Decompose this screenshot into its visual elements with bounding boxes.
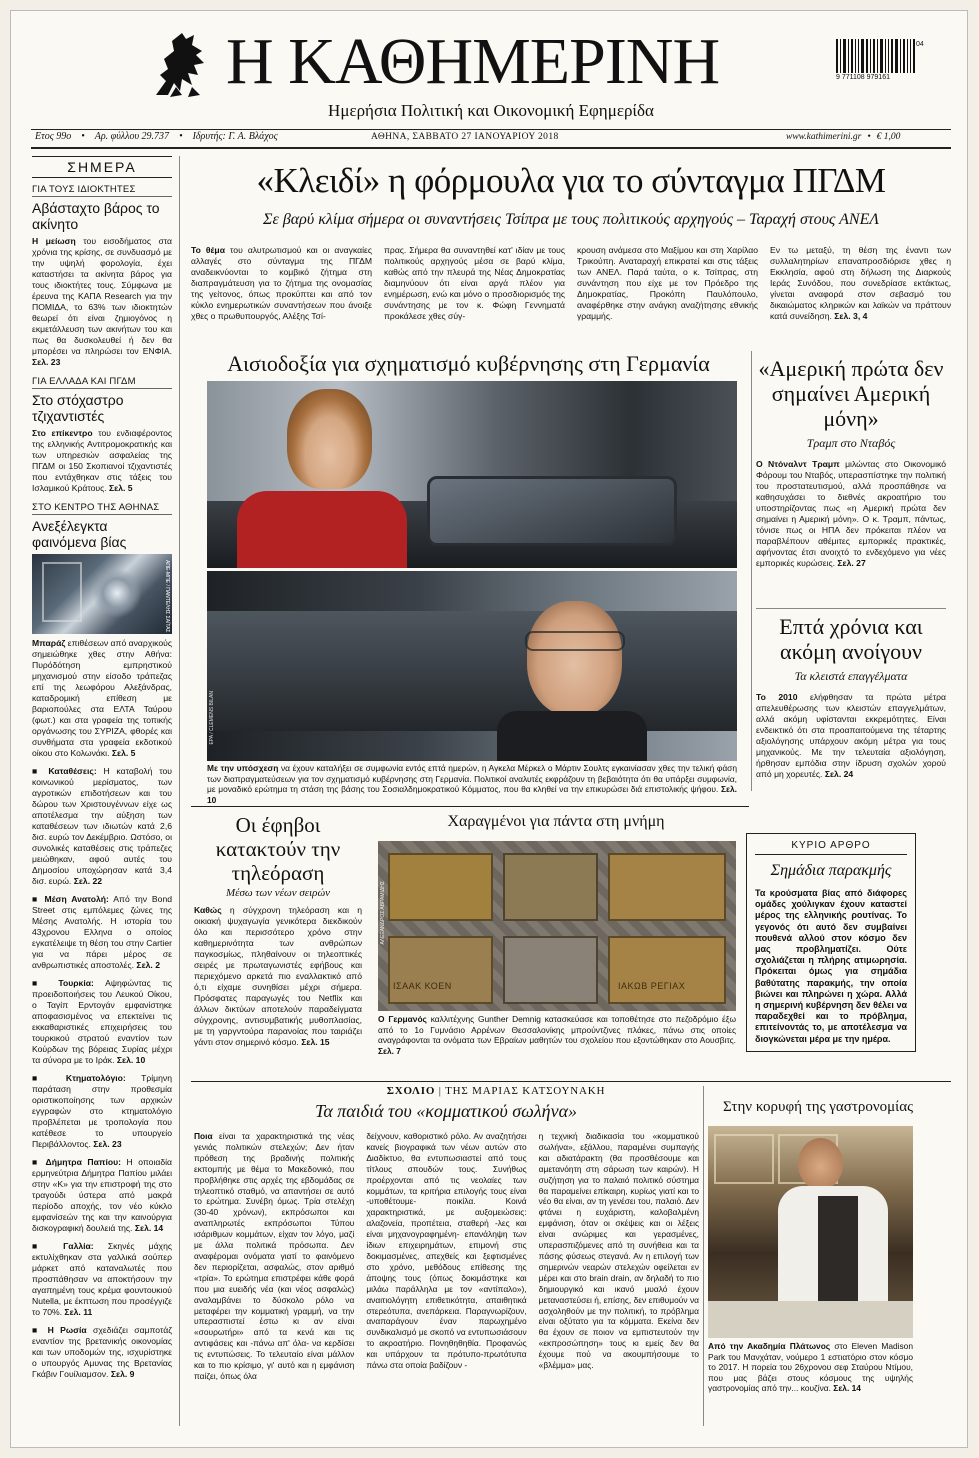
seven-years-story bbox=[756, 614, 946, 780]
website-link[interactable]: www.kathimerini.gr bbox=[786, 132, 862, 142]
s2-lead: Στο επίκεντρο bbox=[32, 428, 93, 438]
s2-label: ΓΙΑ ΕΛΛΑΔΑ ΚΑΙ ΠΓΔΜ bbox=[32, 376, 172, 389]
brief-item bbox=[32, 1325, 172, 1380]
brief-text: Η οποιαδία ερμηνεύτρια Δήμητρα Παπίου μιλάει στην «Κ» για την επιστροφή της στο τραγούδι ύστερα από μακρά περίοδο αποχής, τον νέο κύκλο εμφανίσεών της και την καινούργια δισκογραφική δουλειά της. bbox=[32, 1157, 173, 1233]
s1-body: του εισοδήματος στα χρόνια της κρίσης, σε συνδυασμό με την υψηλή φορολογία, έχει καταστήσει τα ακίνητα βάρος για τους ιδιοκτήτες τους. Σύμφωνα με έρευνα της ΚΑΠΑ Research για την ΠΟΜΙΔΑ, το 63% των ιδιοκτητών θεωρεί ότι είναι ζημιογόνος η εκμετάλλευση των ακινήτων του και πως θα δυσκολευθεί ή δεν θα μπορέσει να πληρώσει τον ΕΝΦΙΑ. bbox=[32, 236, 172, 356]
germany-photo-credit: EPA / CLEMENS BILAN bbox=[209, 691, 215, 745]
s1-ref: Σελ. 23 bbox=[32, 357, 61, 367]
s1-title: Αβάσταχτο βάρος το ακίνητο bbox=[32, 200, 160, 232]
founder: Ιδρυτής: Γ. Α. Βλάχος bbox=[192, 131, 278, 142]
s1-lead: Η μείωση bbox=[32, 236, 76, 246]
seven-title: Επτά χρόνια και ακόμη ανοίγουν bbox=[779, 614, 923, 664]
teens-sub: Μέσω των νέων σειρών bbox=[225, 887, 331, 899]
s3-title: Ανεξέλεγκτα φαινόμενα βίας bbox=[32, 518, 127, 550]
brief-ref: Σελ. 23 bbox=[93, 1139, 122, 1149]
bullet-icon: ■ bbox=[32, 1157, 46, 1167]
brief-item bbox=[32, 894, 172, 971]
teens-text: Καθώς η σύγχρονη τηλεόραση και η οικιακή ψυχαγωγία γενικότερα διεκδικούν όλο και περισσότερο χρόνο στην καθημερινότητα των ανθρώπων παγκοσμίως, πληθαίνουν οι τηλεοπτικές σειρές με πρωταγωνιστές εφήβους και περιεχόμενο αρκετά πιο εναλλακτικό από ό,τι είχαμε συνηθίσει μέχρι σήμερα. Πρόσφατες παραγωγές του Netflix και άλλων δικτύων αποτελούν παραδείγματα σύγχρονης, αντισυμβατικής μυθοπλασίας, με τη γαργντούρα παρανοίας που ταιριάζει γάντι στον σημερινό κόσμο. Σελ. 15 bbox=[194, 905, 362, 1047]
america-text: Ο Ντόναλντ Τραμπ μιλώντας στο Οικονομικό Φόρουμ του Νταβός, υπερασπίστηκε την πολιτική του προστατευτισμού, αλλά προσπάθησε να καθησυχάσει το διεθνές ακροατήριο του υποστηρίζοντας πως «η Αμερική πρώτα δεν σημαίνει η Αμερική μόνη». Ο κ. Τραμπ, πάντως, τόνισε πως οι ΗΠΑ δεν πρόκειται πλέον να παραβλέπουν αθέμιτες εμπορικές πρακτικές, αφήνοντας έτσι ανοιχτό το ενδεχόμενο για νέες εμπορικές κυρώσεις. Σελ. 27 bbox=[756, 459, 946, 568]
lead-col-1: Το θέμα του αλυτρωτισμού και οι αναγκαίες αλλαγές στο σύνταγμα της ΠΓΔΜ αναδεικνύονται το κομβικό ζήτημα στη διαπραγμάτευση για το ζήτημα της ονομασίας της γείτονος, όπως προκύπτει και από τον κύκλο ενημερωτικών συναντήσεων που άνοιξε χθες ο πρωθυπουργός, Αλέξης Τσί- bbox=[191, 245, 372, 321]
brief-lead: Η Ρωσία bbox=[47, 1325, 87, 1335]
america-sub: Τραμπ στο Νταβός bbox=[806, 436, 896, 450]
barcode-number: 9 771108 979161 bbox=[836, 74, 890, 81]
teens-title: Οι έφηβοι κατακτούν την τηλεόραση bbox=[215, 813, 341, 885]
s3-label: ΣΤΟ ΚΕΝΤΡΟ ΤΗΣ ΑΘΗΝΑΣ bbox=[32, 502, 172, 515]
bullet-icon: ■ bbox=[32, 978, 59, 988]
brief-text: Από την Bond Street στις εμπόλεμες ζώνες της Μέσης Ανατολής. Η ιστορία του 43χρονου Ελληνα ο οποίος εγκατέλειψε τη θέση του στην Cartier για να πάρει μέρος σε ανθρωπιστικές αποστολές. bbox=[32, 894, 172, 970]
bullet-icon: ■ bbox=[32, 766, 49, 776]
comment-col-2: δείχνουν, καθοριστικό ρόλο. Αν αναζητήσει κανείς βιογραφικά των νέων αυτών στο Διαδίκτυο, θα εντυπωσιαστεί από τους τίτλους σπουδών τους. Συνήθως προέρχονται από τις νεολαίες των κομμάτων, τα κριτήρια επιλογής τους είναι -υποθέτουμε- ποικίλα. Κοινά χαρακτηριστικά, με αυξομειώσεις: αλαζονεία, προπέτεια, σταθερή -λες και είναι μηχανογραφημένη- επανάληψη των ίδιων επιχειρημάτων, επιμονή στις δοκιμασμένες, απεχθείς και ξεφτισμένες στο χρόνο, μεθόδους επίθεσης της άποψης τους (όπως δοκιμάστηκε και μιλάω παράλληλα με τον «αντίπαλο»), αναιτιολόγητη επιθετικότητα, απαιθητικά στερεότυπα, ανεπάρκεια. Παραγνωρίζουν, αναπαράγουν έναν παρωχημένο συνδικαλισμό με σκοπό να εντυπωσιάσουν το ακροατήριο. Πονηθηθηθία. Προφανώς και υπάρχουν τα πρότυπο-πρωτότυπα πάνω στα οποία βαδίζουν - bbox=[366, 1131, 527, 1371]
s3-body: επιθέσεων από αναρχικούς σημειώθηκε χθες στην Αθήνα: Πυρόδότηση εμπρηστικού μηχανισμού στην είσοδο τράπεζας επί της λεωφόρου Αλεξάνδρας, καταδρομική επίθεση με βαριοπούλες στα ΕΛΤΑ Ταύρου (φωτ.) και στα γραφεία της τοπικής οργάνωσης του ΣΥΡΙΖΑ, φθορές και συνθήματα στα γραφεία εκδοτικού οίκου στο Κολωνάκι. bbox=[32, 638, 172, 758]
brief-ref: Σελ. 2 bbox=[136, 960, 160, 970]
editorial-text: Τα κρούσματα βίας από διάφορες ομάδες χούλιγκαν έχουν καταστεί μέρος της ελληνικής ρουτίνας. Το γεγονός ότι αυτό δεν συμβαίνει πουθενά αλλού στον κόσμο δεν μας προβληματίζει. Ούτε σχολιάζεται η πλήρης ατιμωρησία. Πρόκειται όμως για σημάδια βαθύτατης παρακμής, την οποία βιώνει και πληρώνει η χώρα. Αλλά η σημερινή κυβέρνηση δεν θέλει να παραδεχθεί και το πρόβλημα, επιτείνοντάς το, με αποτέλεσμα να διογκώνεται μέρα με την ημέρα. bbox=[755, 888, 907, 1044]
brief-lead: Καταθέσεις: bbox=[48, 766, 97, 776]
schulz-photo bbox=[207, 571, 737, 761]
brass-stone-3 bbox=[608, 853, 726, 921]
brass-stone-5 bbox=[503, 936, 598, 1004]
america-title: «Αμερική πρώτα δεν σημαίνει Αμερική μόνη» bbox=[758, 356, 944, 431]
seven-text: Το 2010 ελήφθησαν τα πρώτα μέτρα απελευθέρωσης των κλειστών επαγγελμάτων, αλλά ακόμη υφίστανται εκκρεμότητες. Είναι ενδεικτικό ότι στα προαπαιτούμενα της τέταρτης αξιολόγησης υπάρχουν ακόμη μέτρα για τους μηχανικούς. Με την τελευταία αξιολόγηση, ήρθησαν εμπόδια στην ίδρυση σχολών χορού από μη χορευτές. Σελ. 24 bbox=[756, 692, 946, 779]
comment-label: ΣΧΟΛΙΟ | ΤΗΣ ΜΑΡΙΑΣ ΚΑΤΣΟΥΝΑΚΗ bbox=[386, 1085, 606, 1097]
issue-number: Αρ. φύλλου 29.737 bbox=[94, 131, 170, 142]
brief-text: Αψηφώντας τις προειδοποιήσεις του Λευκού Οίκου, ο Ταγίπ Ερντογάν εμφανίστηκε αποφασισμένος να επεκτείνει τις εκκαθαριστικές επιχειρήσεις του τουρκικού στρατού εναντίον των Κούρδων της βόρειας Συρίας μέχρι τα σύνορα με το Ιράκ. bbox=[32, 978, 172, 1065]
brief-text: Η καταβολή του κοινωνικού μερίσματος, των αγροτικών επιδοτήσεων και του δώρου των Χριστουγέννων είχε ως αποτέλεσμα την αύξηση των καταθέσεων των ιδιωτών κατά 2,6 δισ. ευρώ τον Δεκέμβριο. Ωστόσο, οι συνολικές καταθέσεις στις τράπεζες μειώθηκαν, αφού αυτές του Δημοσίου υποχώρησαν κατά 3,4 δισ. ευρώ. bbox=[32, 766, 172, 886]
masthead-info: Ετος 99ο • Αρ. φύλλου 29.737 • Ιδρυτής: Γ. Α. Βλάχος bbox=[35, 131, 278, 142]
lead-col-3: κρουση ανάμεσα στο Μαξίμου και στη Χαρίλαο Τρικούπη. Αναταραχή επικρατεί και στις τάξεις των ΑΝΕΛ. Παρά ταύτα, ο κ. Τσίπρας, στη συνάντηση που είχε με τον Πρόεδρο της Δημοκρατίας, Προκόπη Παυλόπουλο, αναφέρθηκε στην ανάγκη αναζήτησης εθνικής γραμμής. bbox=[577, 245, 758, 321]
s3-text bbox=[32, 638, 172, 759]
lead-body bbox=[191, 245, 951, 322]
s1-label: ΓΙΑ ΤΟΥΣ ΙΔΙΟΚΤΗΤΕΣ bbox=[32, 184, 172, 197]
germany-caption: Με την υπόσχεση να έχουν καταλήξει σε συμφωνία εντός επτά ημερών, η Αγκελα Μέρκελ ο Μάρτιν Σουλτς εγκαινίασαν χθες την τελική φάση των διαπραγματεύσεων για τον σχηματισμό κυβέρνησης στη Γερμανία. Πολιτικοί αναλυτές εκφράζουν τη βεβαιότητα ότι θα υπάρξει συμφωνία, με μοναδικό ερώτημα τη στάση της βάσης του Σοσιαλδημοκρατικού Κόμματος, που θα κληθεί να την επικυρώσει διά επιστολικής ψήφου. Σελ. 10 bbox=[207, 763, 737, 805]
brief-ref: Σελ. 9 bbox=[110, 1369, 135, 1379]
brief-lead: Γαλλία: bbox=[63, 1241, 94, 1251]
brief-item bbox=[32, 766, 172, 887]
brief-ref: Σελ. 10 bbox=[116, 1055, 146, 1065]
brief-ref: Σελ. 14 bbox=[134, 1223, 164, 1233]
editorial-title: Σημάδια παρακμής bbox=[770, 862, 892, 879]
year: Ετος 99ο bbox=[35, 131, 72, 142]
brief-item bbox=[32, 1157, 172, 1234]
brief-text: Τρίμηνη παράταση στην προθεσμία οριστικοποίησης των αρχικών εγγραφών στο κτηματολόγιο προβλέπεται με τροπολογία που κατέθεσε το υπουργείο Περιβάλλοντος. bbox=[32, 1073, 172, 1149]
bullet-icon: ■ bbox=[32, 894, 45, 904]
front-page: Η ΚΑΘΗΜΕΡΙΝΗ Ημερήσια Πολιτική και Οικονομική Εφημερίδα 9 771108 979161 04 Ετος 99ο • Αρ. φύλλου 29.737 • Ιδρυτής: Γ. Α. Βλάχος ΑΘΗΝΑ, ΣΑΒΒΑΤΟ 27 ΙΑΝΟΥΑΡΙΟΥ 2018 www.kathimerini.gr • € 1,00 ΣΗΜΕΡΑ ΓΙΑ ΤΟΥΣ ΙΔΙΟΚΤΗΤΕΣ Αβάσταχτο βάρος το ακίνητο Η μείωση του εισοδήματος στα χρόνια της κρίσης, σε συνδυασμό με την υψηλή φορολογία, έχει καταστήσει τα ακίνητα βάρος για τους ιδιοκτήτες τους. Σύμφωνα με έρευνα της ΚΑΠΑ Research για την ΠΟΜΙΔΑ, το 63% των ιδιοκτητών θεωρεί ότι είναι ζημιογόνος η εκμετάλλευση των ακινήτων του και πως θα δυσκολευθεί ή δεν θα μπορέσει να πληρώσει τον ΕΝΦΙΑ. Σελ. 23 ΓΙΑ ΕΛΛΑΔΑ ΚΑΙ ΠΓΔΜ Στο στόχαστρο τζιχαντιστές Στο επίκεντρο του ενδιαφέροντος της ελληνικής Αντιτρομοκρατικής και των υπηρεσιών ασφαλείας της ΠΓΔΜ οι 150 Σκοπιανοί τζιχαντιστές που εντάχθηκαν στις τάξεις του Ισλαμικού Κράτους. Σελ. 5 ΣΤΟ ΚΕΝΤΡΟ ΤΗΣ ΑΘΗΝΑΣ Ανεξέλεγκτα φαινόμενα βίας ΑΠΕ-ΜΠΕ / ΠΑΝΤΕΛΗΣ ΣΑΪΤΑΣ Μπαράζ επιθέσεων από αναρχικούς σημειώθηκε χθες στην Αθήνα: Πυρόδότηση εμπρηστικού μηχανισμού στην είσοδο τράπεζας επί της λεωφόρου Αλεξάνδρας, καταδρομική επίθεση με βαριοπούλες στα ΕΛΤΑ Ταύρου (φωτ.) και στα γραφεία της τοπικής οργάνωσης του ΣΥΡΙΖΑ, φθορές και συνθήματα στα γραφεία εκδοτικού οίκου στο Κολωνάκι. Σελ. 5 ■ Καταθέσεις: Η καταβολή του κοινωνικού μερίσματος, των αγροτικών επιδοτήσεων και του δώρου των Χριστουγέννων είχε ως αποτέλεσμα την αύξηση των καταθέσεων των ιδιωτών κατά 2,6 δισ. ευρώ τον Δεκέμβριο. Ωστόσο, οι συνολικές καταθέσεις στις τράπεζες μειώθηκαν, αφού αυτές του Δημοσίου υποχώρησαν κατά 3,4 δισ. ευρώ. Σελ. 22 ■ Μέση Ανατολή: Από την Bond Street στις εμπόλεμες ζώνες της Μέσης Ανατολής. Η ιστορία του 43χρονου Ελληνα ο οποίος εγκατέλειψε τη θέση του στην Cartier για να πάρει μέρος σε ανθρωπιστικές αποστολές. Σελ. 2 ■ Τουρκία: Αψηφώντας τις προειδοποιήσεις του Λευκού Οίκου, ο Ταγίπ Ερντογάν εμφανίστηκε αποφασισμένος να επεκτείνει τις εκκαθαριστικές επιχειρήσεις του τουρκικού στρατού εναντίον των Κούρδων της βόρειας Συρίας μέχρι τα σύνορα με το Ιράκ. Σελ. 10 ■ Κτηματολόγιο: Τρίμηνη παράταση στην προθεσμία οριστικοποίησης των αρχικών εγγραφών στο κτηματολόγιο προβλέπεται με τροπολογία που κατέθεσε το υπουργείο Περιβάλλοντος. Σελ. 23 ■ Δήμητρα Παπίου: Η οποιαδία ερμηνεύτρια Δήμητρα Παπίου μιλάει στην «Κ» για την επιστροφή της στο τραγούδι ύστερα από μακρά περίοδο αποχής, τον νέο κύκλο εμφανίσεών της και την καινούργια δισκογραφική δουλειά της. Σελ. 14 ■ Γαλλία: Σκηνές μάχης εκτυλίχθηκαν στα γαλλικά σούπερ μάρκετ από καταναλωτές που προσπάθησαν να αποκτήσουν την αγαπημένη τους κρέμα φουντουκιού Nutella, με έκπτωση που προσέγγιζε το 70%. Σελ. 11 ■ Η Ρωσία σχεδιάζει σαμποτάζ εναντίον της βρετανικής οικονομίας και των υποδομών της, ισχυρίστηκε ο υπουργός Αμυνας της Βρετανίας Γκάβιν Γουίλιαμσον. Σελ. 9 «Κλειδί» η φόρμουλα για το σύνταγμα ΠΓΔΜ Σε βαρύ κλίμα σήμερα οι συναντήσεις Τσίπρα με τους πολιτικούς αρχηγούς – Ταραχή στους ΑΝΕΛ Το θέμα του αλυτρωτισμού και οι αναγκαίες αλλαγές στο σύνταγμα της ΠΓΔΜ αναδεικνύονται το κομβικό ζήτημα στη διαπραγμάτευση για το ζήτημα της ονομασίας της γείτονος, όπως προκύπτει και από τον κύκλο ενημερωτικών συναντήσεων που άνοιξε χθες ο πρωθυπουργός, Αλέξης Τσί- πρας. Σήμερα θα συναντηθεί κατ' ιδίαν με τους πολιτικούς αρχηγούς μέσα σε βαρύ κλίμα, καθώς από την πλευρά της Νέας Δημοκρατίας διαμηνύουν ότι είναι αργά πλέον για ενημέρωση, ενώ και μόνο ο προσδιορισμός της συνάντησης με τον κ. Φώφη Γεννηματά προκάλεσε χθες σύγ- κρουση ανάμεσα στο Μαξίμου και στη Χαρίλαο Τρικούπη. Αναταραχή επικρατεί και στις τάξεις των ΑΝΕΛ. Παρά ταύτα, ο κ. Τσίπρας, στη συνάντηση που είχε με τον Πρόεδρο της Δημοκρατίας, Προκόπη Παυλόπουλο, αναφέρθηκε στην ανάγκη αναζήτησης εθνικής γραμμής. Εν τω μεταξύ, τη θέση της έναντι των συλλαλητηρίων επαναπροσδιόρισε χθες η Εκκλησία, αφού στη δήλωση της Διαρκούς Ιεράς Συνόδου, που συνεδρίασε εκτάκτως, γίνεται αναφορά στον σεβασμό του δικαιώματος κληρικών και λαϊκών να πράττουν κατά συνείδηση. Σελ. 3, 4 Αισιοδοξία για σχηματισμό κυβέρνησης στη Γερμανία EPA / CLEMENS BILAN Με την υπόσχεση να έχουν καταλήξει σε συμφωνία εντός επτά ημερών, η Αγκελα Μέρκελ ο Μάρτιν Σουλτς εγκαινίασαν χθες την τελική φάση των διαπραγματεύσεων για τον σχηματισμό κυβέρνησης στη Γερμανία. Πολιτικοί αναλυτές εκφράζουν τη βεβαιότητα ότι θα υπάρξει συμφωνία, με μοναδικό ερώτημα τη στάση της βάσης του Σοσιαλδημοκρατικού Κόμματος, που θα κληθεί να την επικυρώσει διά επιστολικής ψήφου. Σελ. 10 «Αμερική πρώτα δεν σημαίνει Αμερική μόνη» Τραμπ στο Νταβός Ο Ντόναλντ Τραμπ μιλώντας στο Οικονομικό Φόρουμ του Νταβός, υπερασπίστηκε την πολιτική του προστατευτισμού, αλλά προσπάθησε να καθησυχάσει το διεθνές ακροατήριο του υποστηρίζοντας πως «η Αμερική πρώτα δεν σημαίνει η Αμερική μόνη». Ο κ. Τραμπ, πάντως, τόνισε πως οι ΗΠΑ δεν πρόκειται πλέον να παραβλέπουν αθέμιτες εμπορικές πρακτικές, αφήνοντας έτσι ανοιχτό το ενδεχόμενο για νέες εμπορικές κυρώσεις. Σελ. 27 Επτά χρόνια και ακόμη ανοίγουν Τα κλειστά επαγγέλματα Το 2010 ελήφθησαν τα πρώτα μέτρα απελευθέρωσης των κλειστών επαγγελμάτων, αλλά ακόμη υφίστανται εκκρεμότητες. Είναι ενδεικτικό ότι στα προαπαιτούμενα της τέταρτης αξιολόγησης υπάρχουν ακόμη μέτρα για τους μηχανικούς. Με την τελευταία αξιολόγηση, ήρθησαν εμπόδια στην ίδρυση σχολών χορού από μη χορευτές. Σελ. 24 Οι έφηβοι κατακτούν την τηλεόραση Μέσω των νέων σειρών Καθώς η σύγχρονη τηλεόραση και η οικιακή ψυχαγωγία γενικότερα διεκδικούν όλο και περισσότερο χρόνο στην καθημερινότητα των ανθρώπων παγκοσμίως, πληθαίνουν οι τηλεοπτικές σειρές με πρωταγωνιστές εφήβους και περιεχόμενο αρκετά πιο εναλλακτικό από ό,τι είχαμε συνηθίσει μέχρι σήμερα. Πρόσφατες παραγωγές του Netflix και άλλων δικτύων αποτελούν παραδείγματα σύγχρονης, αντισυμβατικής μυθοπλασίας, με τη γαργντούρα παρανοίας που ταιριάζει γάντι στον σημερινό κόσμο. Σελ. 15 Χαραγμένοι για πάντα στη μνήμη ΙΣΑΑΚ ΚΟΕΝ ΙΑΚΩΒ ΡΕΓΙΑΧ ΑΛΕΞΑΝΔΡΟΣ ΑΒΡΑΜΙΔΗΣ Ο Γερμανός καλλιτέχνης Gunther Demnig κατασκεύασε και τοποθέτησε στο πεζοδρόμιο έξω από το 1ο Γυμνάσιο Αρρένων Θεσσαλονίκης μπρούντζινες πλάκες, πάνω στις οποίες αναγράφονται τα ονόματα των Εβραίων μαθητών του σχολείου που εξοντώθηκαν στο Αουσβιτς. Σελ. 7 ΚΥΡΙΟ ΑΡΘΡΟ Σημάδια παρακμής Τα κρούσματα βίας από διάφορες ομάδες χούλιγκαν έχουν καταστεί μέρος της ελληνικής ρουτίνας. Το γεγονός ότι αυτό δεν συμβαίνει πουθενά αλλού στον κόσμο δεν μας προβληματίζει. Ούτε σχολιάζεται η πλήρης ατιμωρησία. Πρόκειται όμως για σημάδια βαθύτατης παρακμής, την οποία βιώνει και πληρώνει η χώρα. Αλλά η σημερινή κυβέρνηση δεν θέλει να παραδεχθεί και το πρόβλημα, επιτείνοντάς το, με αποτέλεσμα να διογκώνεται μέρα με την ημέρα. ΣΧΟΛΙΟ | ΤΗΣ ΜΑΡΙΑΣ ΚΑΤΣΟΥΝΑΚΗ Τα παιδιά του «κομματικού σωλήνα» Ποια είναι τα χαρακτηριστικά της νέας γενιάς πολιτικών στελεχών; Δεν ήταν πρόθεση της βραδινής πολιτικής εκπομπής με θέμα το Μακεδονικό, που προβλήθηκε στις αρχές της εβδομάδας σε τηλεοπτικό σταθμό, να απαντήσει σε αυτό το ερώτημα. Συνέβη όμως. Τρία στελέχη (30-40 χρόνων), εκπρόσωποι και αναπληρωτές εκπρόσωποι Τύπου ισάριθμων κομμάτων, είχαν τον λόγο, μαζί με άλλα πολιτικά πρόσωπα. Δεν αναφέρομαι ονόματα γιατί το φαινόμενο δεν περιορίζεται, ασφαλώς, στον αριθμό «τρία». Το ερώτημα επιστρέφει κάθε φορά που μια ευειδής νέα (και νέος ασφαλώς) αναλαμβάνει το δύσκολο ρόλο να μεταφέρει την κομματική γραμμή, να την υπερασπιστεί έστω κι αν είναι «σουρωτήρι» από τα κενά και τις αντιφάσεις και -πάνω απ' όλα- να κερδίσει τις εντυπώσεις. Το τελευταίο είναι μάλλον και το πιο κρίσιμο, γι' αυτό και η εμφάνιση παίζει, όπως όλα δείχνουν, καθοριστικό ρόλο. Αν αναζητήσει κανείς βιογραφικά των νέων αυτών στο Διαδίκτυο, θα εντυπωσιαστεί από τους τίτλους σπουδών τους. Συνήθως προέρχονται από τις νεολαίες των κομμάτων, τα κριτήρια επιλογής τους είναι -υποθέτουμε- ποικίλα. Κοινά χαρακτηριστικά, με αυξομειώσεις: αλαζονεία, προπέτεια, σταθερή -λες και είναι μηχανογραφημένη- επανάληψη των ίδιων επιχειρημάτων, επιμονή στις δοκιμασμένες, απεχθείς και ξεφτισμένες στο χρόνο, μεθόδους επίθεσης της άποψης τους (όπως δοκιμάστηκε και μιλάω παράλληλα με τον «αντίπαλο»), αναιτιολόγητη επιθετικότητα, απαιθητικά στερεότυπα, ανεπάρκεια. Παραγνωρίζουν, αναπαράγουν έναν παρωχημένο συνδικαλισμό με σκοπό να εντυπωσιάσουν το ακροατήριο. Πονηθηθηθία. Προφανώς και υπάρχουν τα πρότυπο-πρωτότυπα πάνω στα οποία βαδίζουν - η τεχνική διαδικασία του «κομματικού σωλήνα», εξάλλου, παραμένει συμπαγής και αδιατάρακτη (θα προσθέσουμε και αμετανόητη στη σάρωση των καιρών). Η συζήτηση για το παλαιό πολιτικό σύστημα θα παραμείνει επίκαιρη, κυρίως γιατί και το νέο θα είναι, αν τη γενέσει του, παλαιό. Δεν φτάνει η ευχάριστη, καλοβαλμένη εμφάνιση, όταν οι σκέψεις και οι λέξεις είναι ανώριμες και γερασμένες, υπερασπιζόμενες από τη συνήθεια και τα πάσης φύσεως στεγανά. Αν η επιλογή των σημερινών νεαρών στελεχών οφείλεται εν μέρει και στο brain drain, αν δηλαδή το πιο δημιουργικό και ικανό μυαλό έχουν μεταναστεύσει ή, επίσης, δεν επιθυμούν να ασχοληθούν με την πολιτική, το πρόβλημα είναι οξύτατο για τα κόμματα. Εκείνα δεν θα έχουν σε ποιον να εμπιστευτούν την «εκπροσώπηση» τους κι εμείς δεν θα έχουμε πού να ακουμπήσουμε το «βλέμμα» μας. Στην κορυφή της γαστρονομίας Από την Ακαδημία Πλάτωνος στο Eleven Madison Park του Μανχάταν, νούμερο 1 εστιατόριο στον κόσμο το 2017. Η πορεία του 26χρονου σεφ Σταύρου Ντίμου, που μας βάζει στους κόσμους της υψηλής γαστρονομίας από την... κουζίνα. Σελ. 14 bbox=[10, 10, 968, 1448]
brass-stone-2 bbox=[503, 853, 598, 921]
teens-story bbox=[194, 813, 362, 1048]
brief-item bbox=[32, 1241, 172, 1318]
barcode-issue: 04 bbox=[916, 41, 924, 48]
lead-col-2: πρας. Σήμερα θα συναντηθεί κατ' ιδίαν με τους πολιτικούς αρχηγούς μέσα σε βαρύ κλίμα, καθώς από την πλευρά της Νέας Δημοκρατίας διαμηνύουν ότι είναι αργά πλέον για ενημέρωση, ενώ και μόνο ο προσδιορισμός της συνάντησης με τον κ. Φώφη Γεννηματά προκάλεσε χθες σύγ- bbox=[384, 245, 565, 321]
brief-lead: Κτηματολόγιο: bbox=[65, 1073, 126, 1083]
brief-ref: Σελ. 22 bbox=[73, 876, 103, 886]
brief-lead: Δήμητρα Παπίου: bbox=[45, 1157, 121, 1167]
barcode bbox=[836, 39, 915, 81]
memory-caption: Ο Γερμανός καλλιτέχνης Gunther Demnig κατασκεύασε και τοποθέτησε στο πεζοδρόμιο έξω από το 1ο Γυμνάσιο Αρρένων Θεσσαλονίκης μπρούντζινες πλάκες, πάνω στις οποίες αναγράφονται τα ονόματα των Εβραίων μαθητών του σχολείου που εξοντώθηκαν στο Αουσβιτς. Σελ. 7 bbox=[378, 1014, 737, 1056]
brass-stone-1 bbox=[388, 853, 493, 921]
s2-ref: Σελ. 5 bbox=[109, 483, 133, 493]
brief-text: σχεδιάζει σαμποτάζ εναντίον της βρετανικής οικονομίας και των υποδομών της, ισχυρίστηκε ο υπουργός Αμυνας της Βρετανίας Γκάβιν Γουίλιαμσον. bbox=[32, 1325, 172, 1379]
price: € 1,00 bbox=[876, 132, 901, 142]
germany-headline: Αισιοδοξία για σχηματισμό κυβέρνησης στη Γερμανία bbox=[227, 351, 710, 376]
stone-name-1: ΙΣΑΑΚ ΚΟΕΝ bbox=[393, 981, 452, 991]
s1-text bbox=[32, 236, 172, 368]
brief-item bbox=[32, 1073, 172, 1150]
athens-attack-photo bbox=[32, 554, 172, 634]
gastro-caption: Από την Ακαδημία Πλάτωνος στο Eleven Madison Park του Μανχάταν, νούμερο 1 εστιατόριο στον κόσμο το 2017. Η πορεία του 26χρονου σεφ Σταύρου Ντίμου, που μας βάζει στους κόσμους της υψηλής γαστρονομίας από την... κουζίνα. Σελ. 14 bbox=[708, 1341, 913, 1393]
america-story bbox=[756, 356, 946, 569]
s2-text bbox=[32, 428, 172, 494]
brief-ref: Σελ. 11 bbox=[64, 1307, 93, 1317]
s3-lead: Μπαράζ bbox=[32, 638, 66, 648]
s3-photo-credit: ΑΠΕ-ΜΠΕ / ΠΑΝΤΕΛΗΣ ΣΑΪΤΑΣ bbox=[164, 560, 170, 633]
masthead-subtitle: Ημερήσια Πολιτική και Οικονομική Εφημερίδα bbox=[328, 101, 654, 120]
memory-stones-photo bbox=[378, 841, 736, 1011]
lead-headline: «Κλειδί» η φόρμουλα για το σύνταγμα ΠΓΔΜ bbox=[256, 161, 886, 200]
s3-ref: Σελ. 5 bbox=[111, 748, 136, 758]
editorial-box bbox=[746, 833, 916, 1052]
comment-col-1: Ποια είναι τα χαρακτηριστικά της νέας γενιάς πολιτικών στελεχών; Δεν ήταν πρόθεση της βραδινής πολιτικής εκπομπής με θέμα το Μακεδονικό, που προβλήθηκε στις αρχές της εβδομάδας σε τηλεοπτικό σταθμό, να απαντήσει σε αυτό το ερώτημα. Συνέβη όμως. Τρία στελέχη (30-40 χρόνων), εκπρόσωποι και αναπληρωτές εκπρόσωποι Τύπου ισάριθμων κομμάτων, είχαν τον λόγο, μαζί με άλλα πολιτικά πρόσωπα. Δεν αναφέρομαι ονόματα γιατί το φαινόμενο δεν περιορίζεται, ασφαλώς, στον αριθμό «τρία». Το ερώτημα επιστρέφει κάθε φορά που μια ευειδής νέα (και νέος ασφαλώς) αναλαμβάνει το δύσκολο ρόλο να μεταφέρει την κομματική γραμμή, να την υπερασπιστεί έστω κι αν είναι «σουρωτήρι» από τα κενά και τις αντιφάσεις και -πάνω απ' όλα- να κερδίσει τις εντυπώσεις. Το τελευταίο είναι μάλλον και το πιο κρίσιμο, γι' αυτό και η εμφάνιση παίζει, όπως όλα bbox=[194, 1131, 355, 1381]
brass-stone-6 bbox=[608, 936, 726, 1004]
brass-stone-4 bbox=[388, 936, 493, 1004]
bullet-icon: ■ bbox=[32, 1241, 64, 1251]
comment-title: Τα παιδιά του «κομματικού σωλήνα» bbox=[314, 1101, 578, 1121]
stone-name-2: ΙΑΚΩΒ ΡΕΓΙΑΧ bbox=[618, 981, 686, 991]
seven-sub: Τα κλειστά επαγγέλματα bbox=[794, 669, 908, 683]
sidebar bbox=[32, 156, 172, 1426]
chef-photo bbox=[708, 1126, 913, 1338]
dateline: ΑΘΗΝΑ, ΣΑΒΒΑΤΟ 27 ΙΑΝΟΥΑΡΙΟΥ 2018 bbox=[371, 132, 559, 142]
gastro-headline: Στην κορυφή της γαστρονομίας bbox=[722, 1099, 914, 1115]
sidebar-heading: ΣΗΜΕΡΑ bbox=[32, 156, 172, 178]
comment-col-3: η τεχνική διαδικασία του «κομματικού σωλήνα», εξάλλου, παραμένει συμπαγής και αδιατάρακτη (θα προσθέσουμε και αμετανόητη στη σάρωση των καιρών). Η συζήτηση για το παλαιό πολιτικό σύστημα θα παραμείνει επίκαιρη, κυρίως γιατί και το νέο θα είναι, αν τη γενέσει του, παλαιό. Δεν φτάνει η ευχάριστη, καλοβαλμένη εμφάνιση, όταν οι σκέψεις και οι λέξεις είναι ανώριμες και γερασμένες, υπερασπιζόμενες από τη συνήθεια και τα πάσης φύσεως στεγανά. Αν η επιλογή των σημερινών νεαρών στελεχών οφείλεται εν μέρει και στο brain drain, αν δηλαδή το πιο δημιουργικό και ικανό μυαλό έχουν μεταναστεύσει ή, επίσης, δεν επιθυμούν να ασχοληθούν με την πολιτική, το πρόβλημα είναι οξύτατο για τα κόμματα. Εκείνα δεν θα έχουν σε ποιον να εμπιστευτούν την «εκπροσώπηση» τους κι εμείς δεν θα έχουμε πού να ακουμπήσουμε το «βλέμμα» μας. bbox=[538, 1131, 699, 1371]
editorial-label: ΚΥΡΙΟ ΑΡΘΡΟ bbox=[755, 840, 907, 855]
memory-photo-credit: ΑΛΕΞΑΝΔΡΟΣ ΑΒΡΑΜΙΔΗΣ bbox=[380, 881, 386, 945]
s2-title: Στο στόχαστρο τζιχαντιστές bbox=[32, 392, 124, 424]
bullet-icon: ■ bbox=[32, 1073, 66, 1083]
lead-col-4: Εν τω μεταξύ, τη θέση της έναντι των συλλαλητηρίων επαναπροσδιόρισε χθες η Εκκλησία, αφού στη δήλωση της Διαρκούς Ιεράς Συνόδου, που συνεδρίασε εκτάκτως, γίνεται αναφορά στον σεβασμό του δικαιώματος κληρικών και λαϊκών να πράττουν κατά συνείδηση. Σελ. 3, 4 bbox=[770, 245, 951, 321]
brief-text: Σκηνές μάχης εκτυλίχθηκαν στα γαλλικά σούπερ μάρκετ από καταναλωτές που προσπάθησαν να αποκτήσουν την αγαπημένη τους κρέμα φουντουκιού Nutella, με έκπτωση που προσέγγιζε το 70%. bbox=[32, 1241, 172, 1317]
comment-body bbox=[194, 1131, 699, 1382]
memory-headline: Χαραγμένοι για πάντα στη μνήμη bbox=[447, 813, 665, 830]
brief-lead: Τουρκία: bbox=[58, 978, 94, 988]
griffin-logo-icon bbox=[146, 29, 216, 101]
briefs-list bbox=[32, 766, 172, 1380]
brief-item bbox=[32, 978, 172, 1066]
masthead-title: Η ΚΑΘΗΜΕΡΙΝΗ bbox=[226, 25, 720, 98]
merkel-photo bbox=[207, 381, 737, 568]
bullet-icon: ■ bbox=[32, 1325, 48, 1335]
s2-body: του ενδιαφέροντος της ελληνικής Αντιτρομοκρατικής και των υπηρεσιών ασφαλείας της ΠΓΔΜ οι 150 Σκοπιανοί τζιχαντιστές που εντάχθηκαν στις τάξεις του Ισλαμικού Κράτους. bbox=[32, 428, 172, 493]
brief-lead: Μέση Ανατολή: bbox=[44, 894, 109, 904]
lead-subtitle: Σε βαρύ κλίμα σήμερα οι συναντήσεις Τσίπρα με τους πολιτικούς αρχηγούς – Ταραχή στους ΑΝΕΛ bbox=[263, 211, 879, 228]
